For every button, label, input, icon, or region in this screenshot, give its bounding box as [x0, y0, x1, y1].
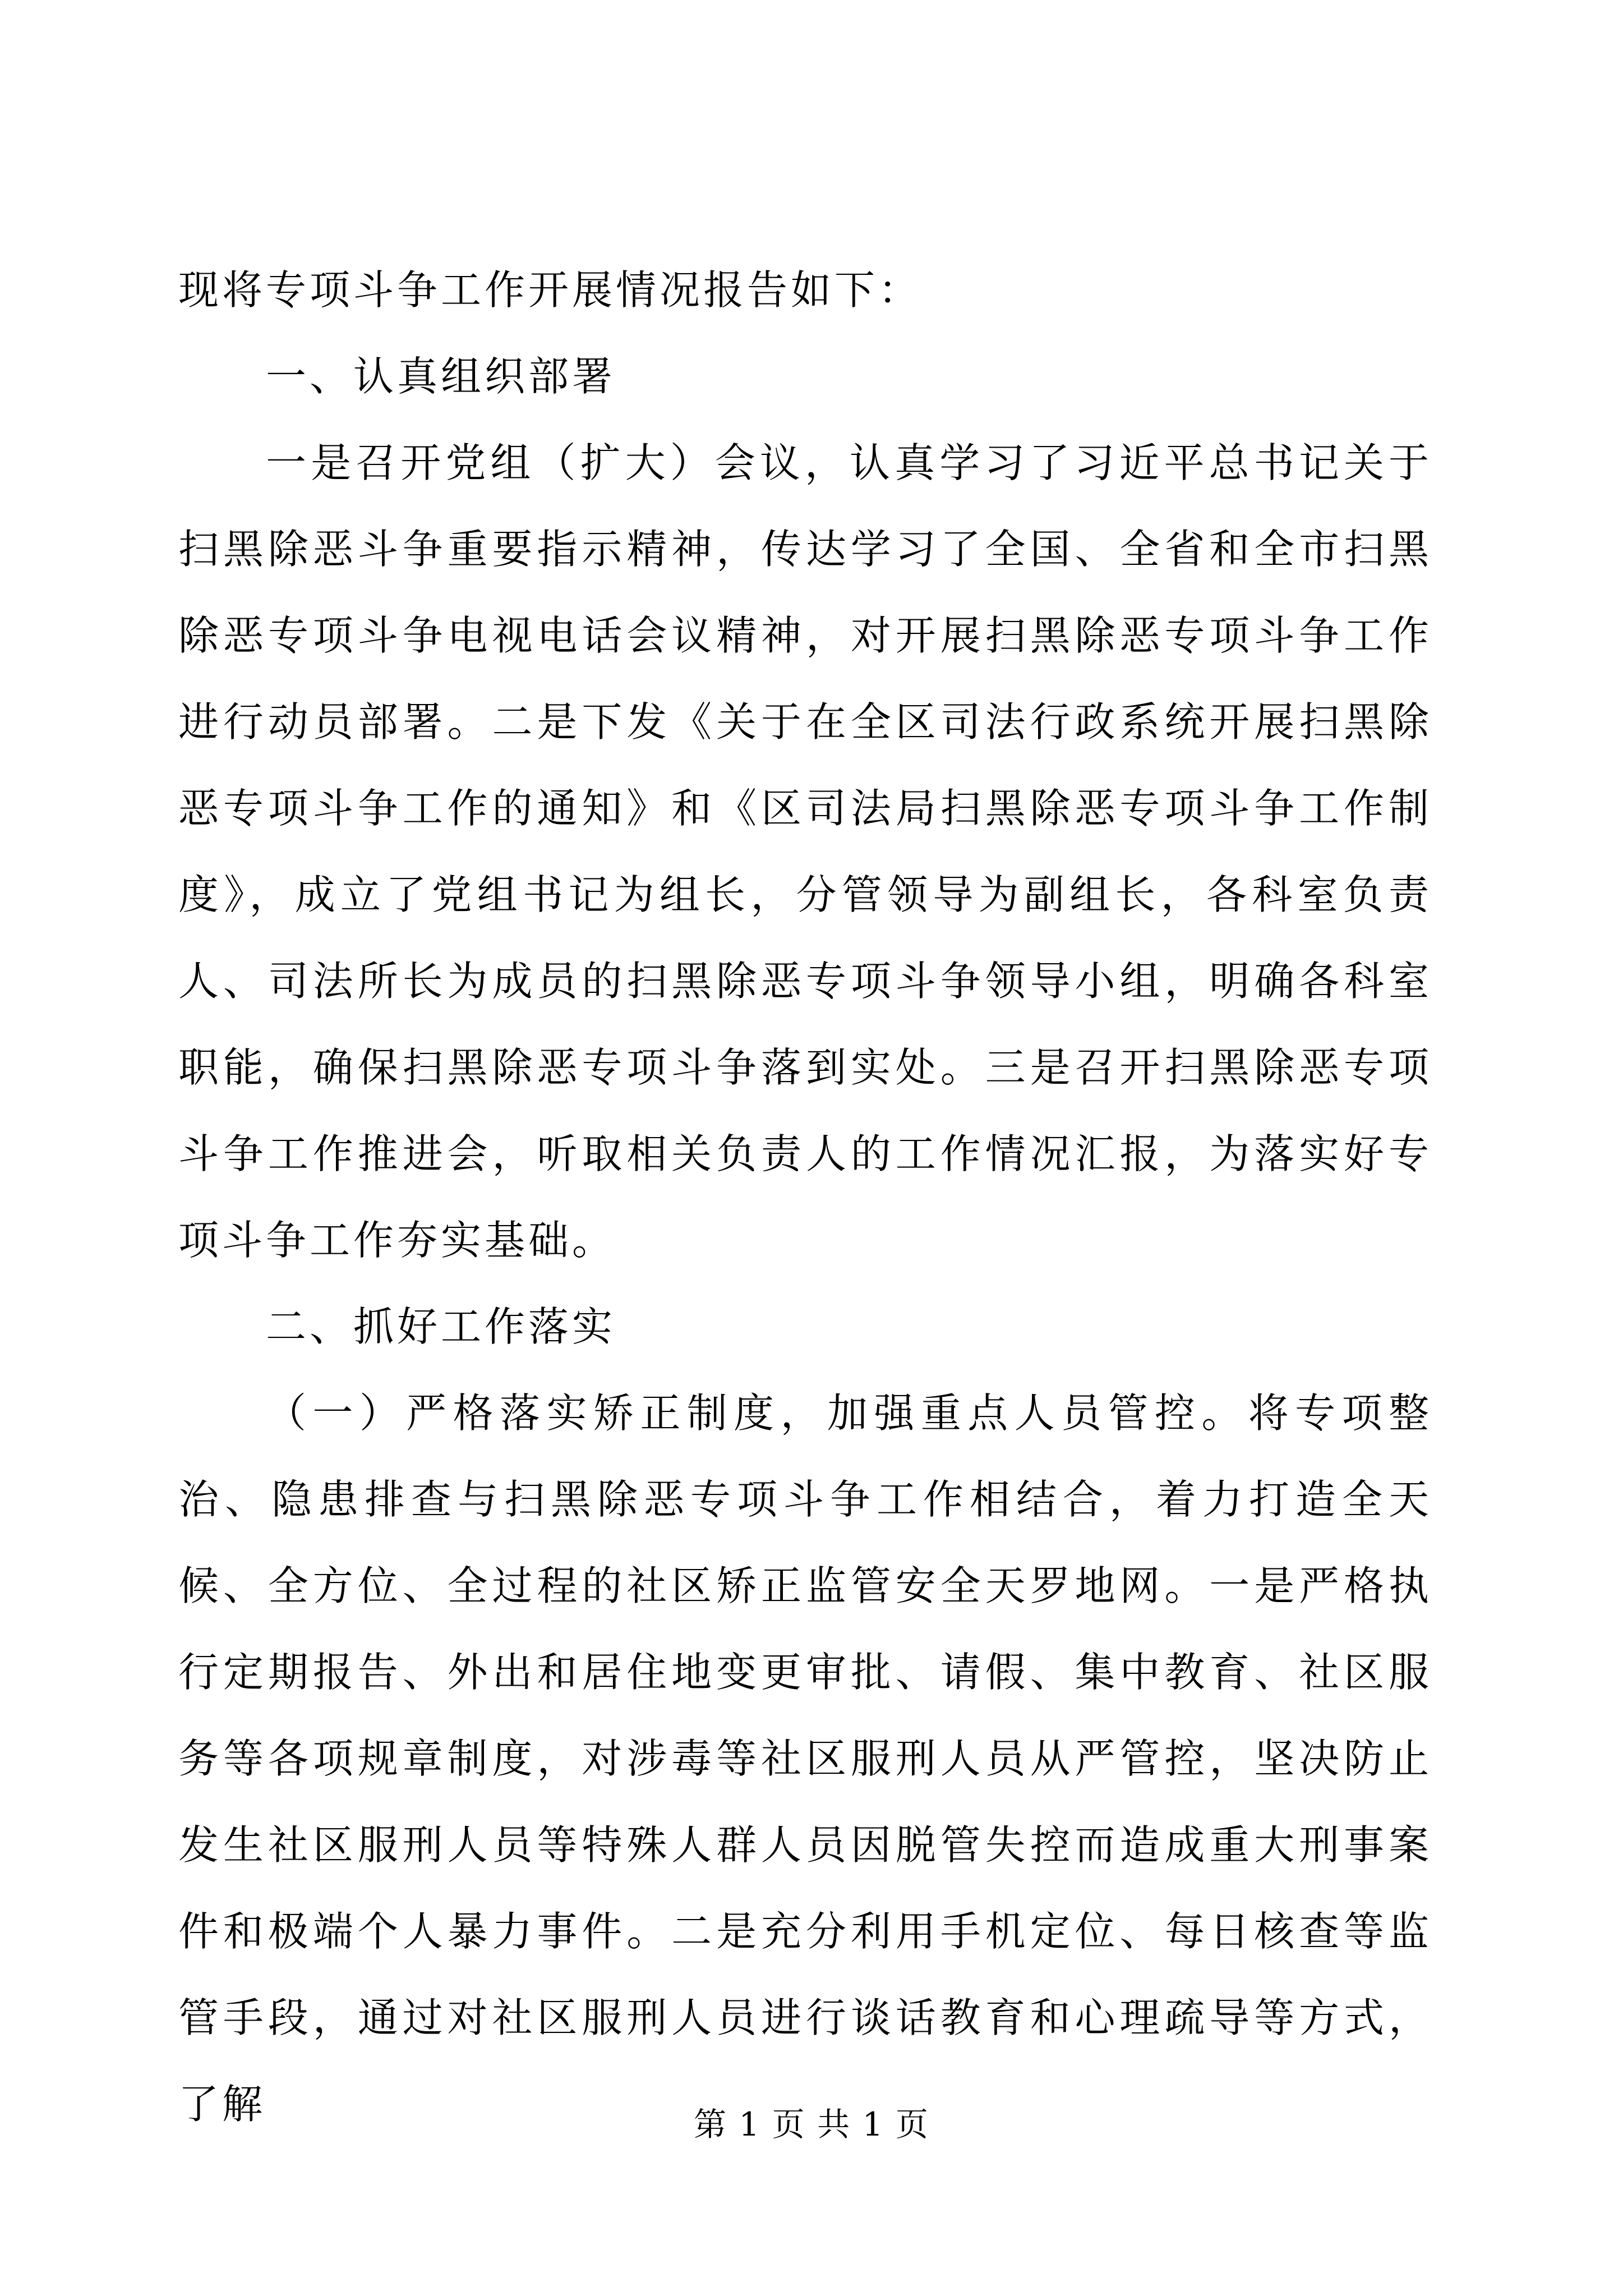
document-body	[178, 247, 1432, 2147]
section-1-paragraph: 一是召开党组（扩大）会议，认真学习了习近平总书记关于扫黑除恶斗争重要指示精神，传达学习了全国、全省和全市扫黑除恶专项斗争电视电话会议精神，对开展扫黑除恶专项斗争工作进行动员部署。二是下发《关于在全区司法行政系统开展扫黑除恶专项斗争工作的通知》和《区司法局扫黑除恶专项斗争工作制度》，成立了党组书记为组长，分管领导为副组长，各科室负责人、司法所长为成员的扫黑除恶专项斗争领导小组，明确各科室职能，确保扫黑除恶专项斗争落到实处。三是召开扫黑除恶专项斗争工作推进会，听取相关负责人的工作情况汇报，为落实好专项斗争工作夯实基础。	[178, 439, 1432, 1264]
section-heading-1: 一、认真组织部署	[266, 353, 616, 400]
intro-paragraph: 现将专项斗争工作开展情况报告如下：	[178, 266, 923, 314]
section-2-paragraph: （一）严格落实矫正制度，加强重点人员管控。将专项整治、隐患排查与扫黑除恶专项斗争工作相结合，着力打造全天候、全方位、全过程的社区矫正监管安全天罗地网。一是严格执行定期报告、外出和居住地变更审批、请假、集中教育、社区服务等各项规章制度，对涉毒等社区服刑人员从严管控，坚决防止发生社区服刑人员等特殊人群人员因脱管失控而造成重大刑事案件和极端个人暴力事件。二是充分利用手机定位、每日核查等监管手段，通过对社区服刑人员进行谈话教育和心理疏导等方式，了解	[178, 1389, 1432, 2128]
page-footer: 第 1 页 共 1 页	[694, 2105, 929, 2143]
section-heading-2: 二、抓好工作落实	[266, 1303, 616, 1350]
